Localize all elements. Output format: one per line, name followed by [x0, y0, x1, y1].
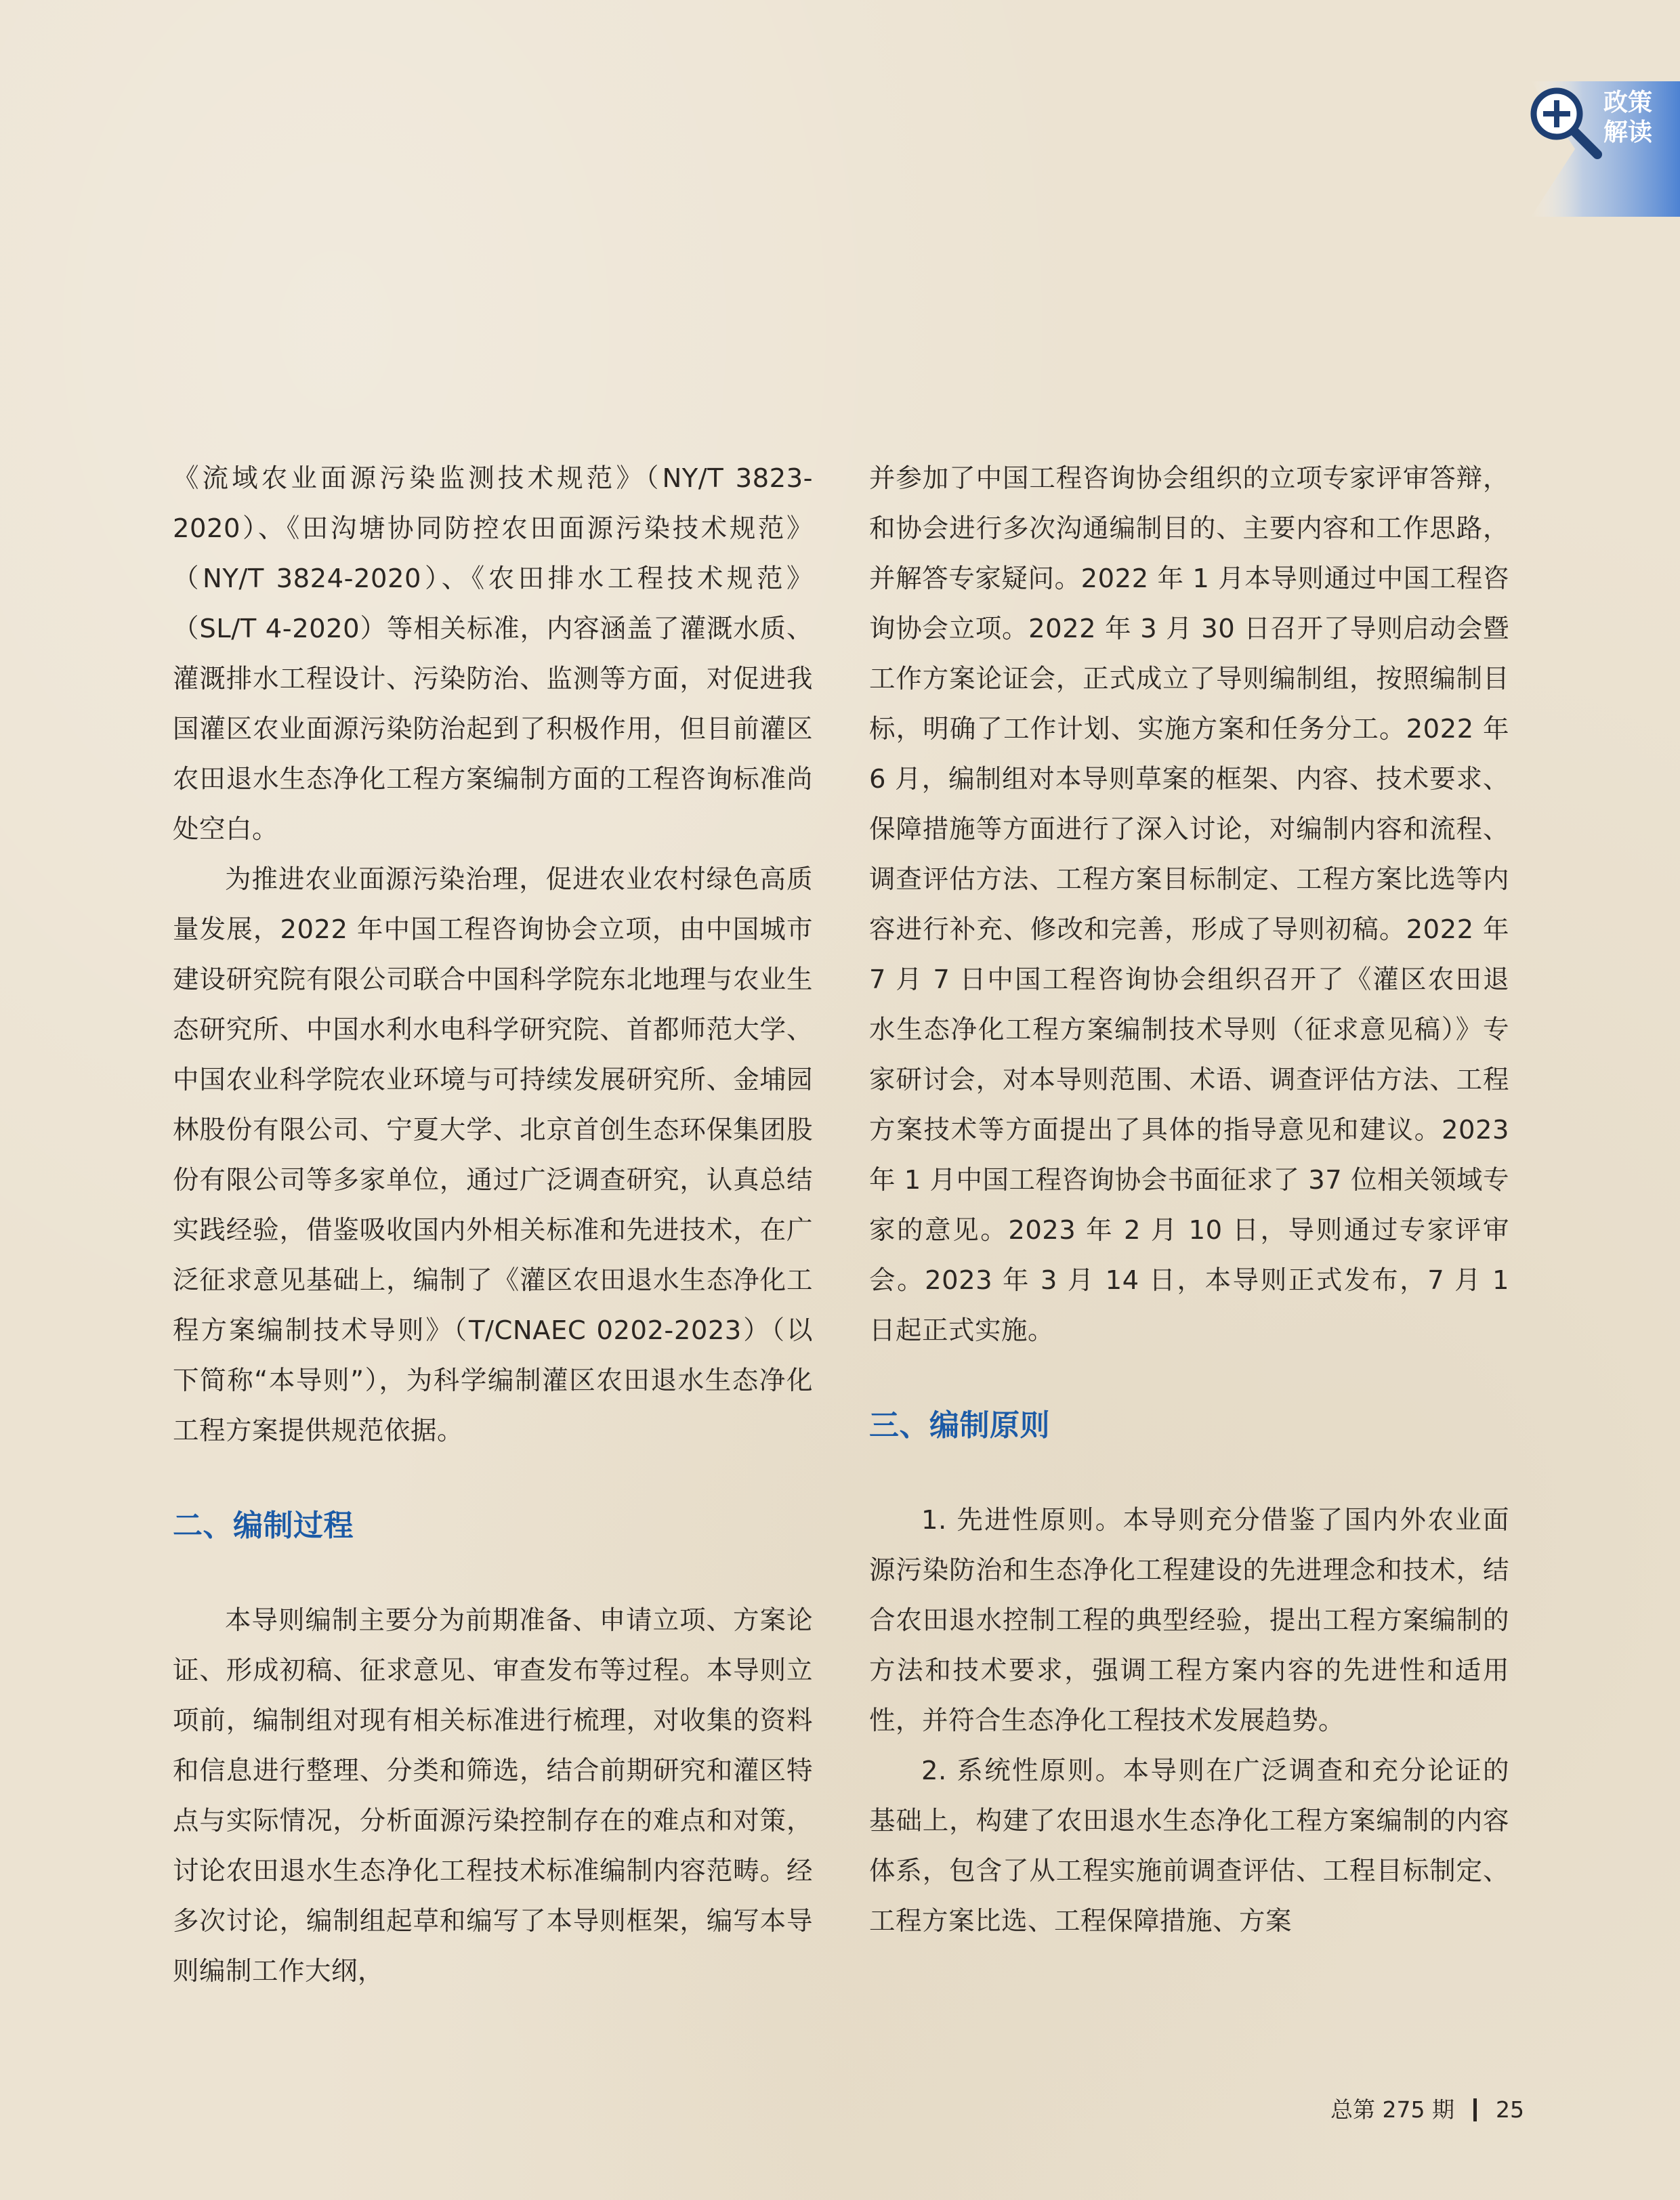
left-paragraph-3: 本导则编制主要分为前期准备、申请立项、方案论证、形成初稿、征求意见、审查发布等过程。本导则立项前，编制组对现有相关标准进行梳理，对收集的资料和信息进行整理、分类和筛选，结合前期研究和灌区特点与实际情况，分析面源污染控制存在的难点和对策，讨论农田退水生态净化工程技术标准编制内容范畴。经多次讨论，编制组起草和编写了本导则框架，编写本导则编制工作大纲， — [173, 1605, 813, 1987]
right-paragraph-3: 2. 系统性原则。本导则在广泛调查和充分论证的基础上，构建了农田退水生态净化工程方案编制的内容体系，包含了从工程实施前调查评估、工程目标制定、工程方案比选、工程保障措施、方案 — [869, 1756, 1509, 1937]
left-paragraph-2: 为推进农业面源污染治理，促进农业农村绿色高质量发展，2022 年中国工程咨询协会立项，由中国城市建设研究院有限公司联合中国科学院东北地理与农业生态研究所、中国水利水电科学研究院、首都师范大学、中国农业科学院农业环境与可持续发展研究所、金埔园林股份有限公司、宁夏大学、北京首创生态环保集团股份有限公司等多家单位，通过广泛调查研究，认真总结实践经验，借鉴吸收国内外相关标准和先进技术，在广泛征求意见基础上，编制了《灌区农田退水生态净化工程方案编制技术导则》（T/CNAEC 0202-2023）（以下简称“本导则”），为科学编制灌区农田退水生态净化工程方案提供规范依据。 — [173, 864, 813, 1446]
right-paragraph-2: 1. 先进性原则。本导则充分借鉴了国内外农业面源污染防治和生态净化工程建设的先进理念和技术，结合农田退水控制工程的典型经验，提出工程方案编制的方法和技术要求，强调工程方案内容的先进性和适用性，并符合生态净化工程技术发展趋势。 — [869, 1505, 1509, 1736]
tag-line-1: 政策 — [1603, 89, 1652, 117]
right-column — [869, 454, 1509, 1947]
page-footer — [1330, 2093, 1524, 2127]
zoom-in-icon — [1524, 81, 1605, 163]
issue-number: 总第 275 期 — [1330, 2096, 1454, 2123]
footer-divider — [1473, 2098, 1477, 2121]
section-heading-compilation-principles: 三、编制原则 — [869, 1408, 1050, 1443]
left-column — [173, 454, 813, 1997]
right-paragraph-1: 并参加了中国工程咨询协会组织的立项专家评审答辩，和协会进行多次沟通编制目的、主要内容和工作思路，并解答专家疑问。2022 年 1 月本导则通过中国工程咨询协会立项。2022 年 3 月 30 日召开了导则启动会暨工作方案论证会，正式成立了导则编制组，按照编制目标，明确了工作计划、实施方案和任务分工。2022 年 6 月，编制组对本导则草案的框架、内容、技术要求、保障措施等方面进行了深入讨论，对编制内容和流程、调查评估方法、工程方案目标制定、工程方案比选等内容进行补充、修改和完善，形成了导则初稿。2022 年 7 月 7 日中国工程咨询协会组织召开了《灌区农田退水生态净化工程方案编制技术导则（征求意见稿）》专家研讨会，对本导则范围、术语、调查评估方法、工程方案技术等方面提出了具体的指导意见和建议。2023 年 1 月中国工程咨询协会书面征求了 37 位相关领域专家的意见。2023 年 2 月 10 日，导则通过专家评审会。2023 年 3 月 14 日，本导则正式发布，7 月 1 日起正式实施。 — [869, 463, 1509, 1346]
policy-interpretation-tag — [1524, 81, 1680, 237]
page-number: 25 — [1496, 2096, 1524, 2123]
left-paragraph-1: 《流域农业面源污染监测技术规范》（NY/T 3823-2020）、《田沟塘协同防控农田面源污染技术规范》（NY/T 3824-2020）、《农田排水工程技术规范》（SL/T 4-2020）等相关标准，内容涵盖了灌溉水质、灌溉排水工程设计、污染防治、监测等方面，对促进我国灌区农业面源污染防治起到了积极作用，但目前灌区农田退水生态净化工程方案编制方面的工程咨询标准尚处空白。 — [173, 463, 813, 845]
section-heading-compilation-process: 二、编制过程 — [173, 1508, 354, 1543]
tag-line-2: 解读 — [1603, 119, 1652, 146]
